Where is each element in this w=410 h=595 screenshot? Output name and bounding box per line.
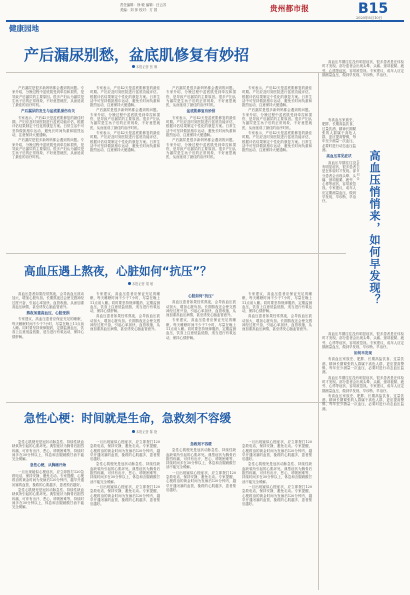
article3-paragraph: 一旦出现疑似心梗症状，应立即拨打120急救电话，保持安静，避免走动。专家提醒，心梗救治的黄金时间为发病后120分钟内，越早开通闭塞的血管，挽救的心肌越多，患者预后越好。	[12, 469, 84, 487]
article3-paragraph: 一旦出现疑似心梗症状，应立即拨打120急救电话，保持安静，避免走动。专家提醒，心梗救治的黄金时间为发病后120分钟内，越早开通闭塞的血管，挽救的心肌越多，患者预后越好。	[242, 440, 312, 462]
article2-paragraph: 专家建议，高血压患者应保证充足的睡眠，每天睡眠时间不少于7小时，尽量在晚上11点前入睡。同时要坚持规律服药，定期监测血压，饮食上注意低盐低脂，适当进行有氧运动，保持心情舒畅。	[242, 292, 312, 314]
article3-paragraph: 急性心肌梗死是冠状动脉急性、持续性缺血缺氧所引起的心肌坏死。典型症状为胸骨后剧烈疼痛，可伴有出汗、恶心、呼吸困难等，持续时间多在30分钟以上，休息和含服硝酸甘油不能完全缓解。	[12, 487, 84, 510]
article3-subhead: 急性心梗，从胸痛开始	[30, 463, 66, 468]
article1-top-rule	[6, 72, 346, 73]
article1-paragraph: 产后漏尿是很多新妈妈都会遇到的问题。专家介绍，分娩过程中盆底肌受到牵拉和损伤，是导致产后漏尿的主要原因。很多产妇认为漏尿是生孩子后的正常现象，不好意思就医，从而延误了最佳的治疗时机。	[12, 86, 84, 108]
article2-subhead: 心脏如何“抗压”	[188, 294, 214, 298]
article2-column-1	[12, 292, 84, 400]
header-meta-line1: 责任编辑：徐 敏 编辑：汪云苏	[120, 3, 167, 7]
article1-paragraph: 专家表示，产后42天是盆底肌修复的最佳时期。产妇应及时到医院进行盆底功能评估，根据评估结果制定个性化的康复方案。日常生活中可坚持做凯格尔运动，避免长时间负重和剧烈运动，注意保持大便通畅。	[166, 115, 236, 137]
page-number: B15	[358, 1, 389, 17]
article3-paragraph: 一旦出现疑似心梗症状，应立即拨打120急救电话，保持安静，避免走动。专家提醒，心梗救治的黄金时间为发病后120分钟内，越早开通闭塞的血管，挽救的心肌越多，患者预后越好。	[166, 470, 236, 492]
sidebar-subhead: 如何早发现	[354, 351, 372, 356]
article2-paragraph: 高血压患者如果经常熬夜，会导致血压波动加大，增加心脏负担。长期熬夜还会使交感神经过度兴奋，引起心率加快、血管收缩，从而加重高血压病情，甚至诱发心脑血管意外。	[166, 300, 236, 318]
article1-paragraph: 产后漏尿是很多新妈妈都会遇到的问题。专家介绍，分娩过程中盆底肌受到牵拉和损伤，是导致产后漏尿的主要原因。很多产妇认为漏尿是生孩子后的正常现象，不好意思就医，从而延误了最佳的治疗时机。	[242, 108, 312, 130]
sidebar-paragraph: 有高血压家族史、肥胖、长期高盐饮食、过量饮酒、精神长期紧张的人群属于高危人群，更应提高警惕，每年至少测量一次血压，必要时进行动态血压监测。	[322, 118, 356, 153]
article1-column-1	[12, 86, 84, 248]
header-meta-line2: 美编：刘 萍 校对：方 园	[120, 7, 158, 12]
article1-subhead: 盆底肌修复有妙招	[186, 109, 216, 114]
article1-paragraph: 产后漏尿是很多新妈妈都会遇到的问题。专家介绍，分娩过程中盆底肌受到牵拉和损伤，是导致产后漏尿的主要原因。很多产妇认为漏尿是生孩子后的正常现象，不好意思就医，从而延误了最佳的治疗时机。	[166, 138, 236, 160]
article2-paragraph: 专家建议，高血压患者应保证充足的睡眠，每天睡眠时间不少于7小时，尽量在晚上11点前入睡。同时要坚持规律服药，定期监测血压，饮食上注意低盐低脂，适当进行有氧运动，保持心情舒畅。	[12, 317, 84, 339]
article2-subhead: 熬夜加重高血压，心脏受损	[26, 311, 70, 316]
sidebar-paragraph: 高血压早期往往没有明显症状，很多患者是在体检时才发现。部分患者会出现头晕、头痛、颈项板紧、疲劳、心悸等症状，容易被忽视。专家建议，成年人应定期测量血压，做到早发现、早诊断、早治疗。	[322, 375, 404, 393]
article3-top-rule	[6, 402, 346, 403]
article1-headline: 产后漏尿别愁，盆底肌修复有妙招	[24, 46, 250, 64]
sidebar-subhead: 高血压常见症状	[326, 154, 352, 159]
article1-paragraph: 专家表示，产后42天是盆底肌修复的最佳时期。产妇应及时到医院进行盆底功能评估，根据评估结果制定个性化的康复方案。日常生活中可坚持做凯格尔运动，避免长时间负重和剧烈运动，注意保持大便通畅。	[90, 86, 160, 108]
article1-paragraph: 产后漏尿是很多新妈妈都会遇到的问题。专家介绍，分娩过程中盆底肌受到牵拉和损伤，是导致产后漏尿的主要原因。很多产妇认为漏尿是生孩子后的正常现象，不好意思就医，从而延误了最佳的治疗时机。	[166, 86, 236, 108]
article3-paragraph: 一旦出现疑似心梗症状，应立即拨打120急救电话，保持安静，避免走动。专家提醒，心梗救治的黄金时间为发病后120分钟内，越早开通闭塞的血管，挽救的心肌越多，患者预后越好。	[90, 484, 160, 507]
article3-paragraph: 一旦出现疑似心梗症状，应立即拨打120急救电话，保持安静，避免走动。专家提醒，心梗救治的黄金时间为发病后120分钟内，越早开通闭塞的血管，挽救的心肌越多，患者预后越好。	[90, 440, 160, 462]
article3-byline: 本报记者 陈 艳	[132, 429, 157, 434]
sidebar-byline: 本报记者 刘 佳	[356, 160, 360, 180]
sidebar-paragraph: 高血压早期往往没有明显症状，很多患者是在体检时才发现。部分患者会出现头晕、头痛、颈项板紧、疲劳、心悸等症状，容易被忽视。专家建议，成年人应定期测量血压，做到早发现、早诊断、早治疗。	[322, 332, 404, 349]
article1-paragraph: 专家表示，产后42天是盆底肌修复的最佳时期。产妇应及时到医院进行盆底功能评估，根据评估结果制定个性化的康复方案。日常生活中可坚持做凯格尔运动，避免长时间负重和剧烈运动，注意保持大便通畅。	[242, 86, 312, 108]
article1-paragraph: 产后漏尿是很多新妈妈都会遇到的问题。专家介绍，分娩过程中盆底肌受到牵拉和损伤，是导致产后漏尿的主要原因。很多产妇认为漏尿是生孩子后的正常现象，不好意思就医，从而延误了最佳的治疗时机。	[90, 108, 160, 130]
header-meta	[120, 3, 166, 12]
article2-paragraph: 高血压患者如果经常熬夜，会导致血压波动加大，增加心脏负担。长期熬夜还会使交感神经过度兴奋，引起心率加快、血管收缩，从而加重高血压病情，甚至诱发心脑血管意外。	[242, 314, 312, 332]
article2-column-2	[90, 292, 160, 400]
sidebar-paragraph: 有高血压家族史、肥胖、长期高盐饮食、过量饮酒、精神长期紧张的人群属于高危人群，更应提高警惕，每年至少测量一次血压，必要时进行动态血压监测。	[322, 357, 404, 375]
sidebar-column-bottom	[322, 332, 404, 590]
sidebar-column-top	[322, 60, 404, 112]
article2-paragraph: 专家建议，高血压患者应保证充足的睡眠，每天睡眠时间不少于7小时，尽量在晚上11点前入睡。同时要坚持规律服药，定期监测血压，饮食上注意低盐低脂，适当进行有氧运动，保持心情舒畅。	[166, 318, 236, 340]
article1-column-4	[242, 86, 312, 248]
article3-paragraph: 一旦出现疑似心梗症状，应立即拨打120急救电话，保持安静，避免走动。专家提醒，心梗救治的黄金时间为发病后120分钟内，越早开通闭塞的血管，挽救的心肌越多，患者预后越好。	[242, 484, 312, 507]
article3-paragraph: 急性心肌梗死是冠状动脉急性、持续性缺血缺氧所引起的心肌坏死。典型症状为胸骨后剧烈疼痛，可伴有出汗、恶心、呼吸困难等，持续时间多在30分钟以上，休息和含服硝酸甘油不能完全缓解。	[166, 448, 236, 470]
sidebar-title: 高血压悄悄来，如何早发现？	[368, 150, 381, 306]
article1-column-3	[166, 86, 236, 248]
article1-byline: 本报记者 张 琳	[132, 64, 157, 69]
article2-byline: 本报记者 胡 敏	[128, 281, 153, 286]
article2-paragraph: 高血压患者如果经常熬夜，会导致血压波动加大，增加心脏负担。长期熬夜还会使交感神经过度兴奋，引起心率加快、血管收缩，从而加重高血压病情，甚至诱发心脑血管意外。	[12, 292, 84, 309]
article1-column-2	[90, 86, 160, 248]
article1-paragraph: 产后漏尿是很多新妈妈都会遇到的问题。专家介绍，分娩过程中盆底肌受到牵拉和损伤，是导致产后漏尿的主要原因。很多产妇认为漏尿是生孩子后的正常现象，不好意思就医，从而延误了最佳的治疗时机。	[12, 138, 84, 160]
article3-column-1	[12, 440, 84, 590]
article3-column-4	[242, 440, 312, 590]
sidebar-column-left	[322, 118, 356, 328]
sidebar-paragraph: 高血压早期往往没有明显症状，很多患者是在体检时才发现。部分患者会出现头晕、头痛、颈项板紧、疲劳、心悸等症状，容易被忽视。专家建议，成年人应定期测量血压，做到早发现、早诊断、早治疗。	[322, 160, 356, 204]
sidebar-paragraph: 有高血压家族史、肥胖、长期高盐饮食、过量饮酒、精神长期紧张的人群属于高危人群，更应提高警惕，每年至少测量一次血压，必要时进行动态血压监测。	[322, 393, 404, 411]
section-divider	[6, 20, 404, 22]
article2-paragraph: 高血压患者如果经常熬夜，会导致血压波动加大，增加心脏负担。长期熬夜还会使交感神经过度兴奋，引起心率加快、血管收缩，从而加重高血压病情，甚至诱发心脑血管意外。	[90, 314, 160, 332]
article2-headline: 高血压遇上熬夜，心脏如何“抗压”？	[24, 264, 212, 278]
page-date: 2020年8月10日	[356, 16, 383, 20]
article2-column-3	[166, 292, 236, 400]
article3-paragraph: 急性心肌梗死是冠状动脉急性、持续性缺血缺氧所引起的心肌坏死。典型症状为胸骨后剧烈疼痛，可伴有出汗、恶心、呼吸困难等，持续时间多在30分钟以上，休息和含服硝酸甘油不能完全缓解。	[90, 462, 160, 484]
sidebar-divider	[318, 72, 319, 590]
masthead: 贵州都市报	[270, 4, 309, 13]
section-title: 健康园地	[9, 24, 39, 33]
article1-paragraph: 专家表示，产后42天是盆底肌修复的最佳时期。产妇应及时到医院进行盆底功能评估，根据评估结果制定个性化的康复方案。日常生活中可坚持做凯格尔运动，避免长时间负重和剧烈运动，注意保持大便通畅。	[12, 115, 84, 137]
article2-top-rule	[6, 253, 346, 254]
article1-paragraph: 专家表示，产后42天是盆底肌修复的最佳时期。产妇应及时到医院进行盆底功能评估，根据评估结果制定个性化的康复方案。日常生活中可坚持做凯格尔运动，避免长时间负重和剧烈运动，注意保持大便通畅。	[242, 130, 312, 153]
byline-dot-icon	[132, 65, 135, 68]
article1-paragraph: 专家表示，产后42天是盆底肌修复的最佳时期。产妇应及时到医院进行盆底功能评估，根据评估结果制定个性化的康复方案。日常生活中可坚持做凯格尔运动，避免长时间负重和剧烈运动，注意保持大便通畅。	[90, 130, 160, 153]
article2-paragraph: 专家建议，高血压患者应保证充足的睡眠，每天睡眠时间不少于7小时，尽量在晚上11点前入睡。同时要坚持规律服药，定期监测血压，饮食上注意低盐低脂，适当进行有氧运动，保持心情舒畅。	[90, 292, 160, 314]
article3-column-2	[90, 440, 160, 590]
article3-column-3	[166, 440, 236, 590]
sidebar-paragraph: 高血压早期往往没有明显症状，很多患者是在体检时才发现。部分患者会出现头晕、头痛、颈项板紧、疲劳、心悸等症状，容易被忽视。专家建议，成年人应定期测量血压，做到早发现、早诊断、早治疗。	[322, 60, 404, 77]
article3-paragraph: 急性心肌梗死是冠状动脉急性、持续性缺血缺氧所引起的心肌坏死。典型症状为胸骨后剧烈疼痛，可伴有出汗、恶心、呼吸困难等，持续时间多在30分钟以上，休息和含服硝酸甘油不能完全缓解。	[12, 440, 84, 462]
article3-headline: 急性心梗：时间就是生命，急救刻不容缓	[24, 411, 231, 425]
article2-column-4	[242, 292, 312, 400]
article3-subhead: 急救刻不容缓	[190, 442, 212, 446]
article1-subhead: 产后漏尿的发生与盆底肌损伤有关	[21, 109, 75, 114]
byline-dot-icon	[128, 282, 131, 285]
byline-dot-icon	[132, 430, 135, 433]
article3-paragraph: 急性心肌梗死是冠状动脉急性、持续性缺血缺氧所引起的心肌坏死。典型症状为胸骨后剧烈疼痛，可伴有出汗、恶心、呼吸困难等，持续时间多在30分钟以上，休息和含服硝酸甘油不能完全缓解。	[242, 462, 312, 484]
